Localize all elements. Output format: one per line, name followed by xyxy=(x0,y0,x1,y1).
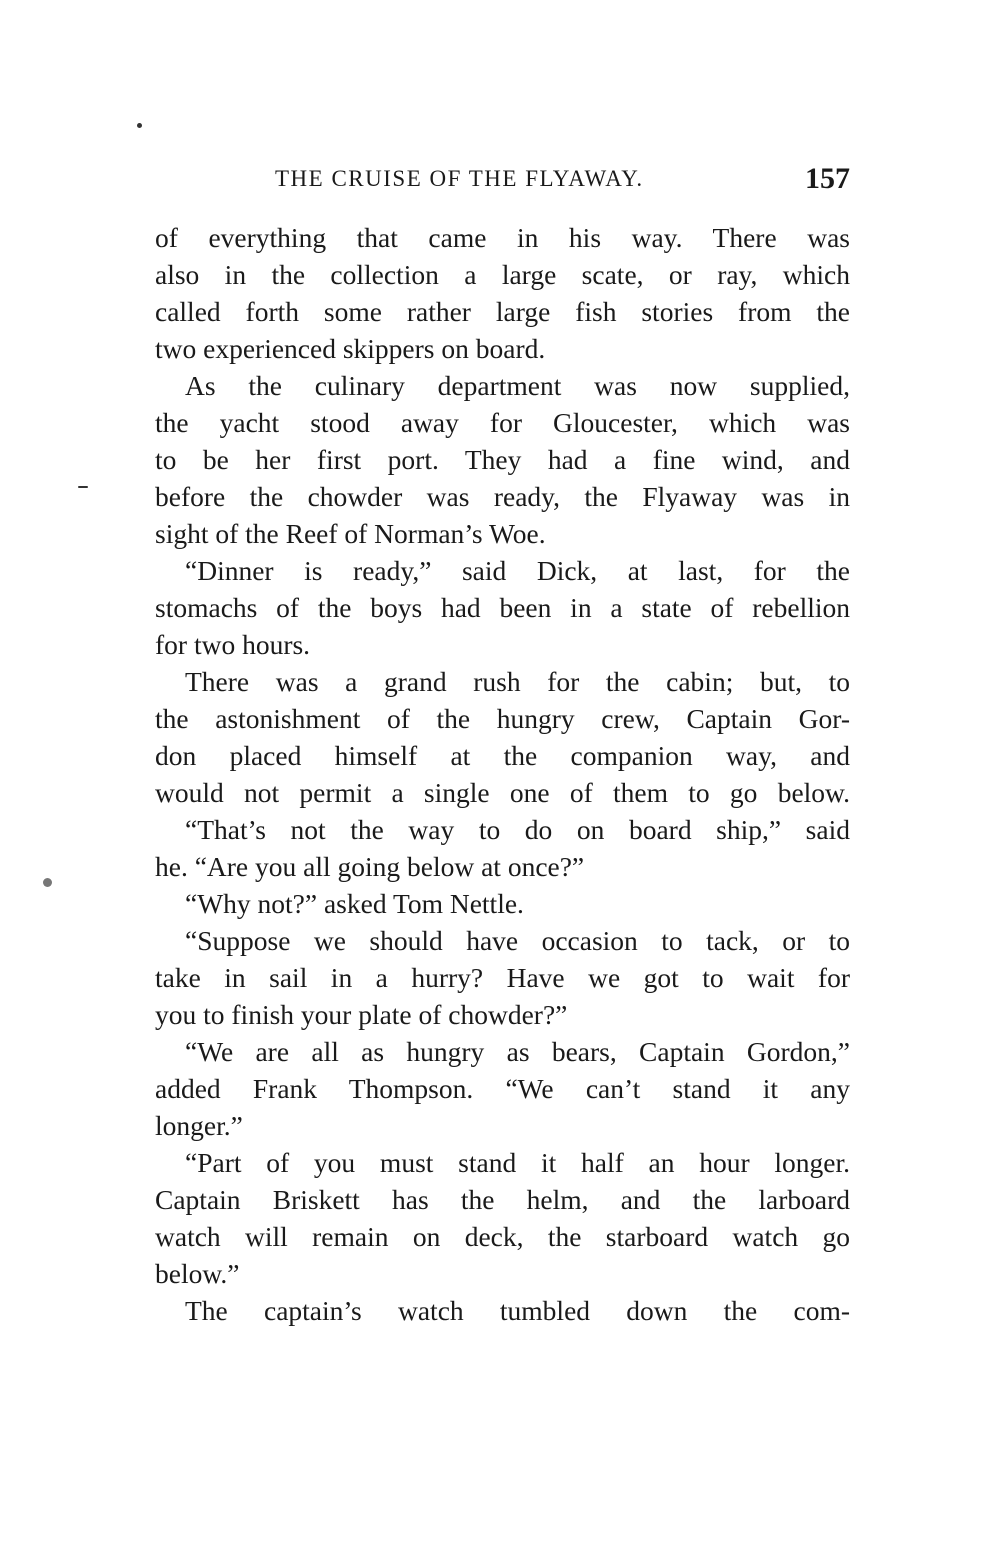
text-line: “Why not?” asked Tom Nettle. xyxy=(185,888,524,919)
text-line: As the culinary department was now supplied, xyxy=(185,370,850,401)
text-line: don placed himself at the companion way, and xyxy=(155,740,850,771)
body-text xyxy=(155,219,850,1329)
text-line: take in sail in a hurry? Have we got to wait for xyxy=(155,962,850,993)
text-line: would not permit a single one of them to go below. xyxy=(155,777,850,808)
ink-speck xyxy=(78,486,88,488)
running-title: THE CRUISE OF THE FLYAWAY. xyxy=(275,166,644,191)
text-line: he. “Are you all going below at once?” xyxy=(155,851,585,882)
text-line: “That’s not the way to do on board ship,” said xyxy=(185,814,850,845)
text-line: before the chowder was ready, the Flyaway was in xyxy=(155,481,850,512)
text-line: the astonishment of the hungry crew, Captain Gor- xyxy=(155,703,850,734)
text-line: called forth some rather large fish stories from the xyxy=(155,296,850,327)
text-line: “Dinner is ready,” said Dick, at last, for the xyxy=(185,555,850,586)
page-header xyxy=(155,164,850,196)
text-line: you to finish your plate of chowder?” xyxy=(155,999,568,1030)
ink-speck xyxy=(43,878,52,887)
text-line: “We are all as hungry as bears, Captain Gordon,” xyxy=(185,1036,850,1067)
text-line: The captain’s watch tumbled down the com- xyxy=(185,1295,850,1326)
text-line: stomachs of the boys had been in a state of rebellion xyxy=(155,592,850,623)
text-line: of everything that came in his way. There was xyxy=(155,222,850,253)
text-line: added Frank Thompson. “We can’t stand it any xyxy=(155,1073,850,1104)
text-line: longer.” xyxy=(155,1110,243,1141)
text-line: the yacht stood away for Gloucester, which was xyxy=(155,407,850,438)
text-line: “Suppose we should have occasion to tack, or to xyxy=(185,925,850,956)
page-number: 157 xyxy=(805,162,850,195)
text-line: also in the collection a large scate, or ray, which xyxy=(155,259,850,290)
text-line: “Part of you must stand it half an hour longer. xyxy=(185,1147,850,1178)
text-line: There was a grand rush for the cabin; but, to xyxy=(185,666,850,697)
text-line: sight of the Reef of Norman’s Woe. xyxy=(155,518,546,549)
ink-speck xyxy=(137,123,142,128)
text-line: to be her first port. They had a fine wind, and xyxy=(155,444,850,475)
text-line: watch will remain on deck, the starboard watch go xyxy=(155,1221,850,1252)
text-line: below.” xyxy=(155,1258,240,1289)
text-line: Captain Briskett has the helm, and the larboard xyxy=(155,1184,850,1215)
text-line: for two hours. xyxy=(155,629,311,660)
text-line: two experienced skippers on board. xyxy=(155,333,546,364)
